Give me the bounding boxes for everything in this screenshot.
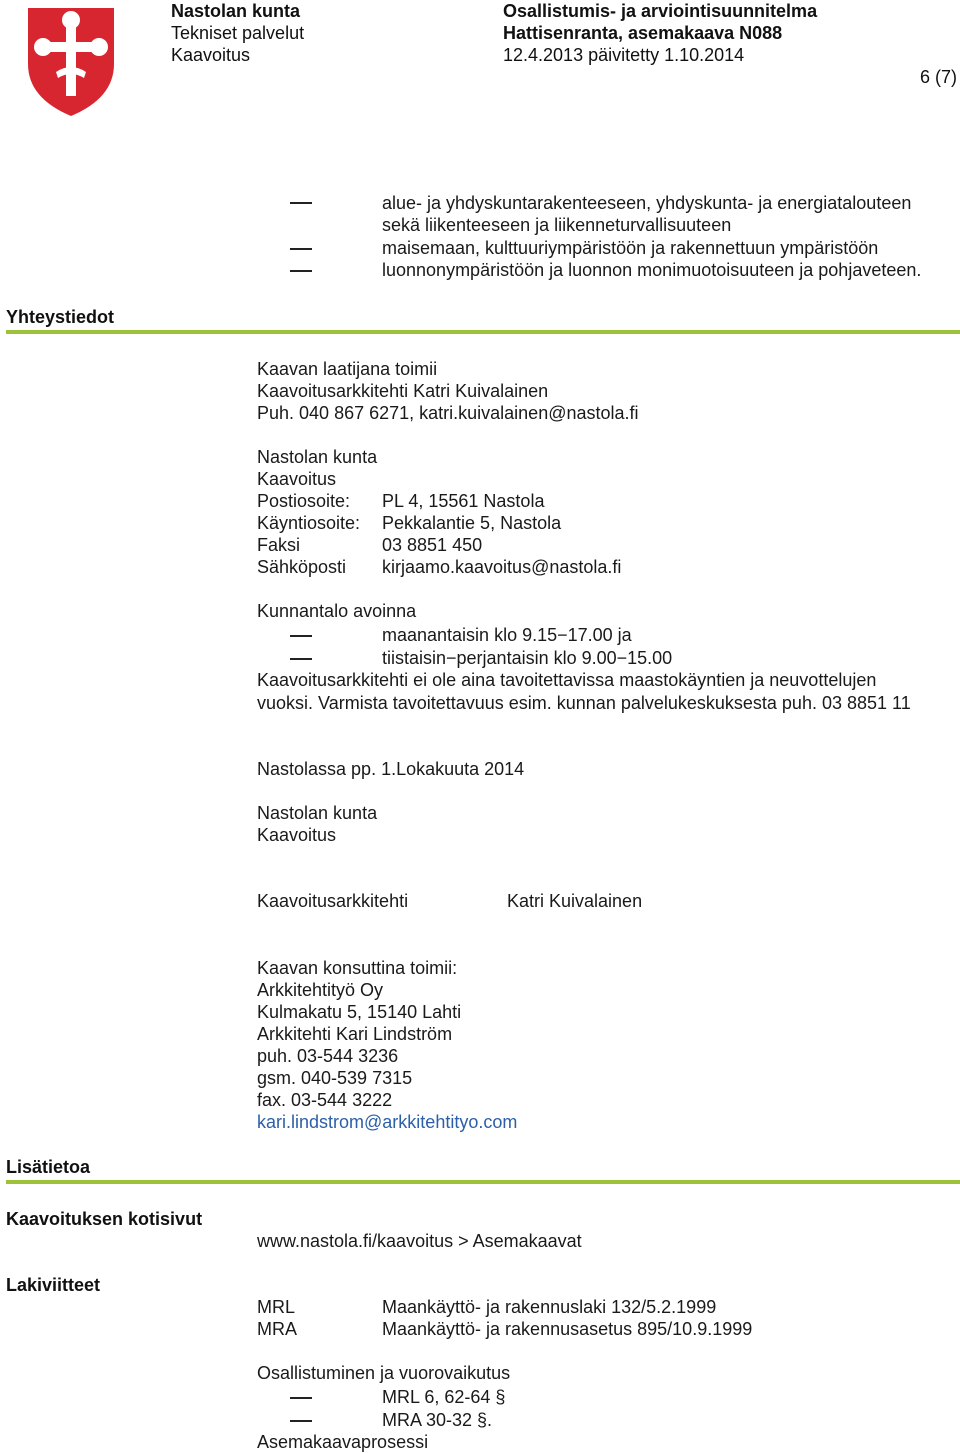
hours-line: maanantaisin klo 9.15−17.00 ja: [382, 625, 632, 645]
list-dash-icon: [290, 248, 312, 250]
law-text: Maankäyttö- ja rakennusasetus 895/10.9.1999: [382, 1319, 753, 1339]
consultant-line: puh. 03-544 3236: [257, 1046, 399, 1066]
list-item-text: alue- ja yhdyskuntarakenteeseen, yhdyskunta- ja energiatalouteen: [382, 193, 912, 213]
planner-line: Kaavan laatijana toimii: [257, 359, 438, 379]
consultant-line: Arkkitehtityö Oy: [257, 980, 384, 1000]
homepage-label: Kaavoituksen kotisivut: [6, 1209, 203, 1229]
consultant-line: Kulmakatu 5, 15140 Lahti: [257, 1002, 462, 1022]
detail-label: Käyntiosoite:: [257, 513, 361, 533]
planner-line: Kaavoitusarkkitehti Katri Kuivalainen: [257, 381, 549, 401]
signature-title: Kaavoitusarkkitehti: [257, 891, 409, 911]
consultant-line: gsm. 040-539 7315: [257, 1068, 413, 1088]
page-number: 6 (7): [920, 67, 958, 87]
municipality-crest-logo: [26, 6, 116, 118]
detail-value: kirjaamo.kaavoitus@nastola.fi: [382, 557, 622, 577]
list-dash-icon: [290, 635, 312, 637]
participation-title: Osallistuminen ja vuorovaikutus: [257, 1363, 511, 1383]
laws-label: Lakiviitteet: [6, 1275, 101, 1295]
detail-value: Pekkalantie 5, Nastola: [382, 513, 562, 533]
section-heading-more-info: Lisätietoa: [6, 1157, 91, 1177]
signature-org: Nastolan kunta: [257, 803, 378, 823]
detail-label: Faksi: [257, 535, 301, 555]
list-dash-icon: [290, 1420, 312, 1422]
detail-label: Postiosoite:: [257, 491, 351, 511]
law-abbr: MRL: [257, 1297, 296, 1317]
section-divider: [6, 330, 960, 334]
header-department: Tekniset palvelut: [171, 23, 305, 43]
list-dash-icon: [290, 270, 312, 272]
list-dash-icon: [290, 202, 312, 204]
section-heading-contacts: Yhteystiedot: [6, 307, 115, 327]
list-dash-icon: [290, 1397, 312, 1399]
process-title: Asemakaavaprosessi: [257, 1432, 429, 1452]
participation-item: MRA 30-32 §.: [382, 1410, 493, 1430]
law-text: Maankäyttö- ja rakennuslaki 132/5.2.1999: [382, 1297, 717, 1317]
signature-unit: Kaavoitus: [257, 825, 337, 845]
list-item-text: maisemaan, kulttuuriympäristöön ja rakennettuun ympäristöön: [382, 238, 879, 258]
list-item-text: luonnonympäristöön ja luonnon monimuotoisuuteen ja pohjaveteen.: [382, 260, 922, 280]
header-date: 12.4.2013 päivitetty 1.10.2014: [503, 45, 745, 65]
detail-label: Sähköposti: [257, 557, 347, 577]
availability-note: Kaavoitusarkkitehti ei ole aina tavoitettavissa maastokäyntien ja neuvottelujen: [257, 670, 877, 690]
homepage-link[interactable]: www.nastola.fi/kaavoitus > Asemakaavat: [257, 1231, 582, 1251]
participation-item: MRL 6, 62-64 §: [382, 1387, 506, 1407]
signature-place-date: Nastolassa pp. 1.Lokakuuta 2014: [257, 759, 525, 779]
consultant-line: Kaavan konsuttina toimii:: [257, 958, 458, 978]
consultant-line: Arkkitehti Kari Lindström: [257, 1024, 453, 1044]
header-plan-name: Hattisenranta, asemakaava N088: [503, 23, 783, 43]
hours-title: Kunnantalo avoinna: [257, 601, 417, 621]
list-dash-icon: [290, 658, 312, 660]
signature-name: Katri Kuivalainen: [507, 891, 643, 911]
detail-value: PL 4, 15561 Nastola: [382, 491, 545, 511]
consultant-email-link[interactable]: kari.lindstrom@arkkitehtityo.com: [257, 1112, 518, 1132]
hours-line: tiistaisin−perjantaisin klo 9.00−15.00: [382, 648, 673, 668]
header-doc-title: Osallistumis- ja arviointisuunnitelma: [503, 1, 818, 21]
consultant-line: fax. 03-544 3222: [257, 1090, 393, 1110]
section-divider: [6, 1180, 960, 1184]
header-unit: Kaavoitus: [171, 45, 251, 65]
availability-note-cont: vuoksi. Varmista tavoitettavuus esim. kunnan palvelukeskuksesta puh. 03 8851 11: [257, 693, 911, 713]
planner-line: Puh. 040 867 6271, katri.kuivalainen@nastola.fi: [257, 403, 639, 423]
header-org: Nastolan kunta: [171, 1, 301, 21]
law-abbr: MRA: [257, 1319, 297, 1339]
list-item-text-cont: sekä liikenteeseen ja liikenneturvallisuuteen: [382, 215, 732, 235]
org-unit: Kaavoitus: [257, 469, 337, 489]
detail-value: 03 8851 450: [382, 535, 483, 555]
org-name: Nastolan kunta: [257, 447, 378, 467]
